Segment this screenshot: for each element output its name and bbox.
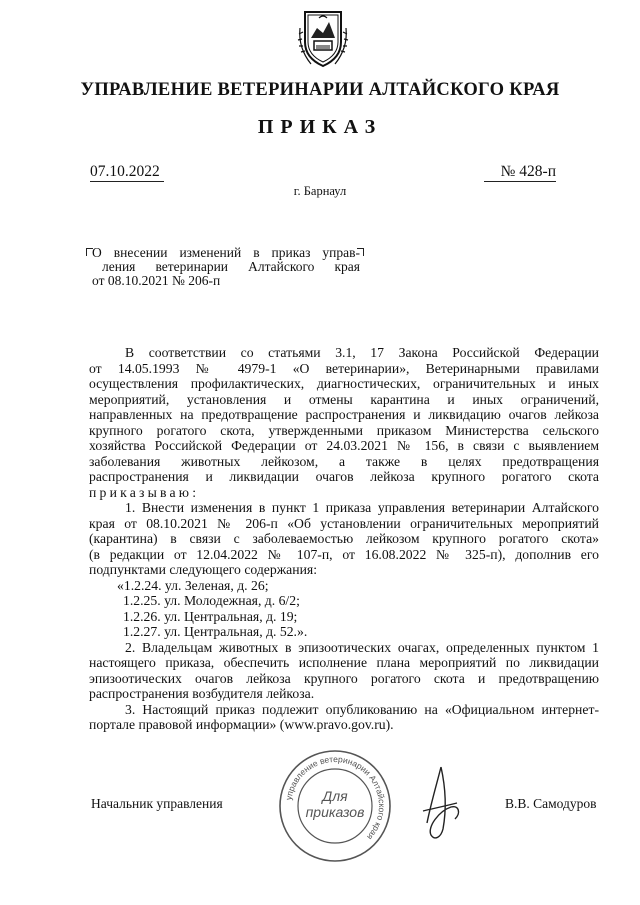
subject-bracket-left	[86, 248, 93, 256]
preamble-line: осуществления профилактических, диагностических, ограничительных и иных	[89, 376, 599, 391]
item1-line: края от 08.10.2021 № 206-п «Об установлении ограничительных мероприятий	[89, 515, 599, 531]
signer-position: Начальник управления	[91, 796, 223, 811]
subject-line: ления ветеринарии Алтайского края	[102, 259, 360, 274]
subitem-line: 1.2.27. ул. Центральная, д. 52.».	[123, 624, 308, 639]
item2-line: эпизоотических очагов лейкоза крупного рогатого скота и предотвращению	[89, 670, 599, 686]
stamp-center-line1: Для	[322, 788, 348, 804]
order-word: приказываю:	[89, 484, 200, 500]
organization-name: УПРАВЛЕНИЕ ВЕТЕРИНАРИИ АЛТАЙСКОГО КРАЯ	[80, 80, 560, 100]
preamble-line: распространения и ликвидации очагов лейкоза крупного рогатого скота	[89, 469, 599, 484]
document-subject	[92, 246, 360, 288]
preamble-line: В соответствии со статьями 3.1, 17 Закона Российской Федерации	[125, 345, 599, 360]
coat-of-arms-emblem	[297, 8, 349, 70]
item1-line: 1. Внести изменения в пункт 1 приказа управления ветеринарии Алтайского	[125, 500, 599, 515]
preamble-line: от 14.05.1993 № 4979-1 «О ветеринарии», Ветеринарными правилами	[89, 360, 599, 376]
handwritten-signature	[417, 763, 465, 845]
document-title: ПРИКАЗ	[257, 116, 383, 138]
item2-line: настоящего приказа, обеспечить исполнение плана мероприятий по ликвидации	[89, 655, 599, 670]
preamble-line: хозяйства Российской Федерации от 24.03.2021 № 156, в связи с выявлением	[89, 438, 599, 453]
document-city: г. Барнаул	[293, 184, 347, 198]
item2-line: 2. Владельцам животных в эпизоотических очагах, определенных пунктом 1	[125, 639, 599, 655]
subitem-line: 1.2.26. ул. Центральная, д. 19;	[123, 608, 298, 624]
round-stamp	[276, 747, 394, 865]
subject-line: О внесении изменений в приказ управ-	[92, 245, 360, 260]
preamble-line: направленных на предотвращение распространения и ликвидацию очагов лейкоза	[89, 407, 599, 422]
subitem-line: «1.2.24. ул. Зеленая, д. 26;	[117, 577, 269, 593]
item1-line: (карантина) в связи с заболеваемостью лейкозом крупного рогатого скота»	[89, 531, 599, 546]
subitem-line: 1.2.25. ул. Молодежная, д. 6/2;	[123, 593, 300, 608]
stamp-ring-text: управление ветеринарии Алтайского края	[283, 753, 388, 843]
stamp-center-line2: приказов	[305, 804, 365, 820]
preamble-line: заболевания животных лейкозом, а также в целях предотвращения	[89, 453, 599, 469]
preamble-line: мероприятий, установления и отмены карантина и иных ограничений,	[89, 391, 599, 407]
document-number: № 428-п	[484, 163, 556, 182]
item3-line: 3. Настоящий приказ подлежит опубликованию на «Официальном интернет-	[125, 701, 599, 717]
subject-bracket-right	[357, 248, 364, 256]
signer-name: В.В. Самодуров	[505, 796, 597, 811]
item1-line: подпунктами следующего содержания:	[89, 562, 318, 577]
document-date: 07.10.2022	[90, 163, 164, 182]
item1-line: (в редакции от 12.04.2022 № 107-п, от 16.08.2022 № 325-п), дополнив его	[89, 546, 599, 562]
subject-line: от 08.10.2021 № 206-п	[92, 273, 221, 288]
item2-line: распространения возбудителя лейкоза.	[89, 686, 315, 701]
preamble-line: крупного рогатого скота, утвержденными приказом Министерства сельского	[89, 422, 599, 438]
document-body	[89, 345, 599, 733]
item3-line: портале правовой информации» (www.pravo.gov.ru).	[89, 717, 394, 732]
